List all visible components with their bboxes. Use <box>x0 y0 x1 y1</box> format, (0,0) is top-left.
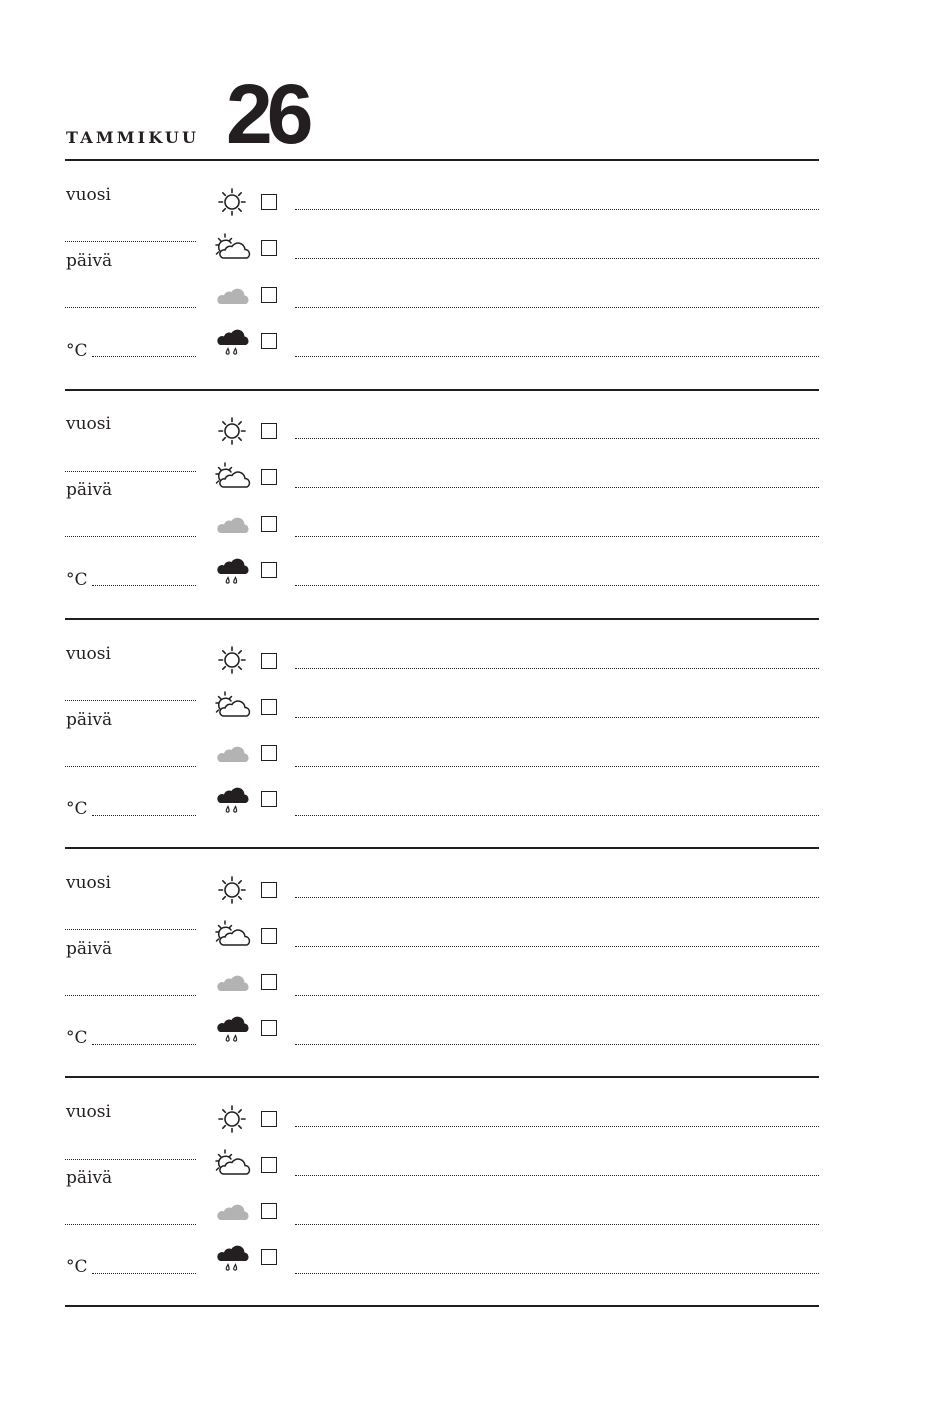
partly-cloudy-icon <box>212 231 252 267</box>
rain-checkbox[interactable] <box>261 1020 277 1036</box>
sun-checkbox[interactable] <box>261 194 277 210</box>
temperature-input-line[interactable] <box>92 356 196 357</box>
sun-note-line[interactable] <box>295 1126 819 1127</box>
day-label: päivä <box>66 710 113 730</box>
page-header <box>0 0 950 162</box>
day-number: 26 <box>226 67 308 161</box>
partly-cloudy-checkbox[interactable] <box>261 928 277 944</box>
partly-cloudy-icon <box>212 1147 252 1183</box>
rain-note-line[interactable] <box>295 815 819 816</box>
year-input-line[interactable] <box>65 471 196 472</box>
partly-cloudy-note-line[interactable] <box>295 487 819 488</box>
cloud-note-line[interactable] <box>295 766 819 767</box>
rain-checkbox[interactable] <box>261 1249 277 1265</box>
sun-checkbox[interactable] <box>261 1111 277 1127</box>
sun-icon <box>212 1101 252 1137</box>
year-entry-section <box>0 849 950 1078</box>
day-label: päivä <box>66 1168 113 1188</box>
cloud-checkbox[interactable] <box>261 1203 277 1219</box>
year-label: vuosi <box>66 414 111 434</box>
year-label: vuosi <box>66 1102 111 1122</box>
temperature-input-line[interactable] <box>92 1044 196 1045</box>
cloud-icon <box>212 735 252 771</box>
rain-cloud-icon <box>212 553 252 589</box>
sun-checkbox[interactable] <box>261 653 277 669</box>
cloud-checkbox[interactable] <box>261 974 277 990</box>
year-label: vuosi <box>66 873 111 893</box>
day-label: päivä <box>66 480 113 500</box>
rain-cloud-icon <box>212 324 252 360</box>
temperature-input-line[interactable] <box>92 585 196 586</box>
rain-checkbox[interactable] <box>261 791 277 807</box>
temperature-input-line[interactable] <box>92 1273 196 1274</box>
year-entry-section <box>0 620 950 849</box>
rain-checkbox[interactable] <box>261 562 277 578</box>
temperature-input-line[interactable] <box>92 815 196 816</box>
partly-cloudy-note-line[interactable] <box>295 946 819 947</box>
day-input-line[interactable] <box>65 995 196 996</box>
rain-cloud-icon <box>212 1011 252 1047</box>
cloud-note-line[interactable] <box>295 307 819 308</box>
year-input-line[interactable] <box>65 929 196 930</box>
temperature-label: °C <box>66 570 88 590</box>
sun-note-line[interactable] <box>295 209 819 210</box>
day-label: päivä <box>66 939 113 959</box>
section-divider <box>65 1305 819 1307</box>
rain-checkbox[interactable] <box>261 333 277 349</box>
partly-cloudy-icon <box>212 918 252 954</box>
year-entry-section <box>0 391 950 620</box>
rain-note-line[interactable] <box>295 585 819 586</box>
year-label: vuosi <box>66 185 111 205</box>
year-input-line[interactable] <box>65 700 196 701</box>
day-input-line[interactable] <box>65 536 196 537</box>
sun-icon <box>212 642 252 678</box>
partly-cloudy-icon <box>212 689 252 725</box>
year-label: vuosi <box>66 644 111 664</box>
sun-icon <box>212 184 252 220</box>
rain-note-line[interactable] <box>295 1273 819 1274</box>
cloud-icon <box>212 277 252 313</box>
sun-note-line[interactable] <box>295 668 819 669</box>
cloud-checkbox[interactable] <box>261 745 277 761</box>
cloud-note-line[interactable] <box>295 1224 819 1225</box>
partly-cloudy-checkbox[interactable] <box>261 1157 277 1173</box>
day-label: päivä <box>66 251 113 271</box>
partly-cloudy-checkbox[interactable] <box>261 240 277 256</box>
partly-cloudy-checkbox[interactable] <box>261 699 277 715</box>
day-input-line[interactable] <box>65 766 196 767</box>
sun-checkbox[interactable] <box>261 882 277 898</box>
sun-note-line[interactable] <box>295 897 819 898</box>
partly-cloudy-note-line[interactable] <box>295 1175 819 1176</box>
cloud-note-line[interactable] <box>295 536 819 537</box>
rain-note-line[interactable] <box>295 1044 819 1045</box>
year-entry-section <box>0 162 950 391</box>
rain-note-line[interactable] <box>295 356 819 357</box>
year-entry-section <box>0 1078 950 1307</box>
rain-cloud-icon <box>212 782 252 818</box>
day-input-line[interactable] <box>65 307 196 308</box>
year-input-line[interactable] <box>65 1159 196 1160</box>
cloud-icon <box>212 964 252 1000</box>
cloud-checkbox[interactable] <box>261 287 277 303</box>
sun-icon <box>212 413 252 449</box>
partly-cloudy-checkbox[interactable] <box>261 469 277 485</box>
sun-icon <box>212 872 252 908</box>
cloud-note-line[interactable] <box>295 995 819 996</box>
month-label: TAMMIKUU <box>66 128 200 147</box>
temperature-label: °C <box>66 1028 88 1048</box>
temperature-label: °C <box>66 1257 88 1277</box>
rain-cloud-icon <box>212 1240 252 1276</box>
cloud-icon <box>212 506 252 542</box>
partly-cloudy-icon <box>212 460 252 496</box>
day-input-line[interactable] <box>65 1224 196 1225</box>
temperature-label: °C <box>66 799 88 819</box>
header-divider <box>65 159 819 161</box>
sun-note-line[interactable] <box>295 438 819 439</box>
partly-cloudy-note-line[interactable] <box>295 258 819 259</box>
partly-cloudy-note-line[interactable] <box>295 717 819 718</box>
cloud-checkbox[interactable] <box>261 516 277 532</box>
sun-checkbox[interactable] <box>261 423 277 439</box>
cloud-icon <box>212 1193 252 1229</box>
temperature-label: °C <box>66 341 88 361</box>
year-input-line[interactable] <box>65 241 196 242</box>
